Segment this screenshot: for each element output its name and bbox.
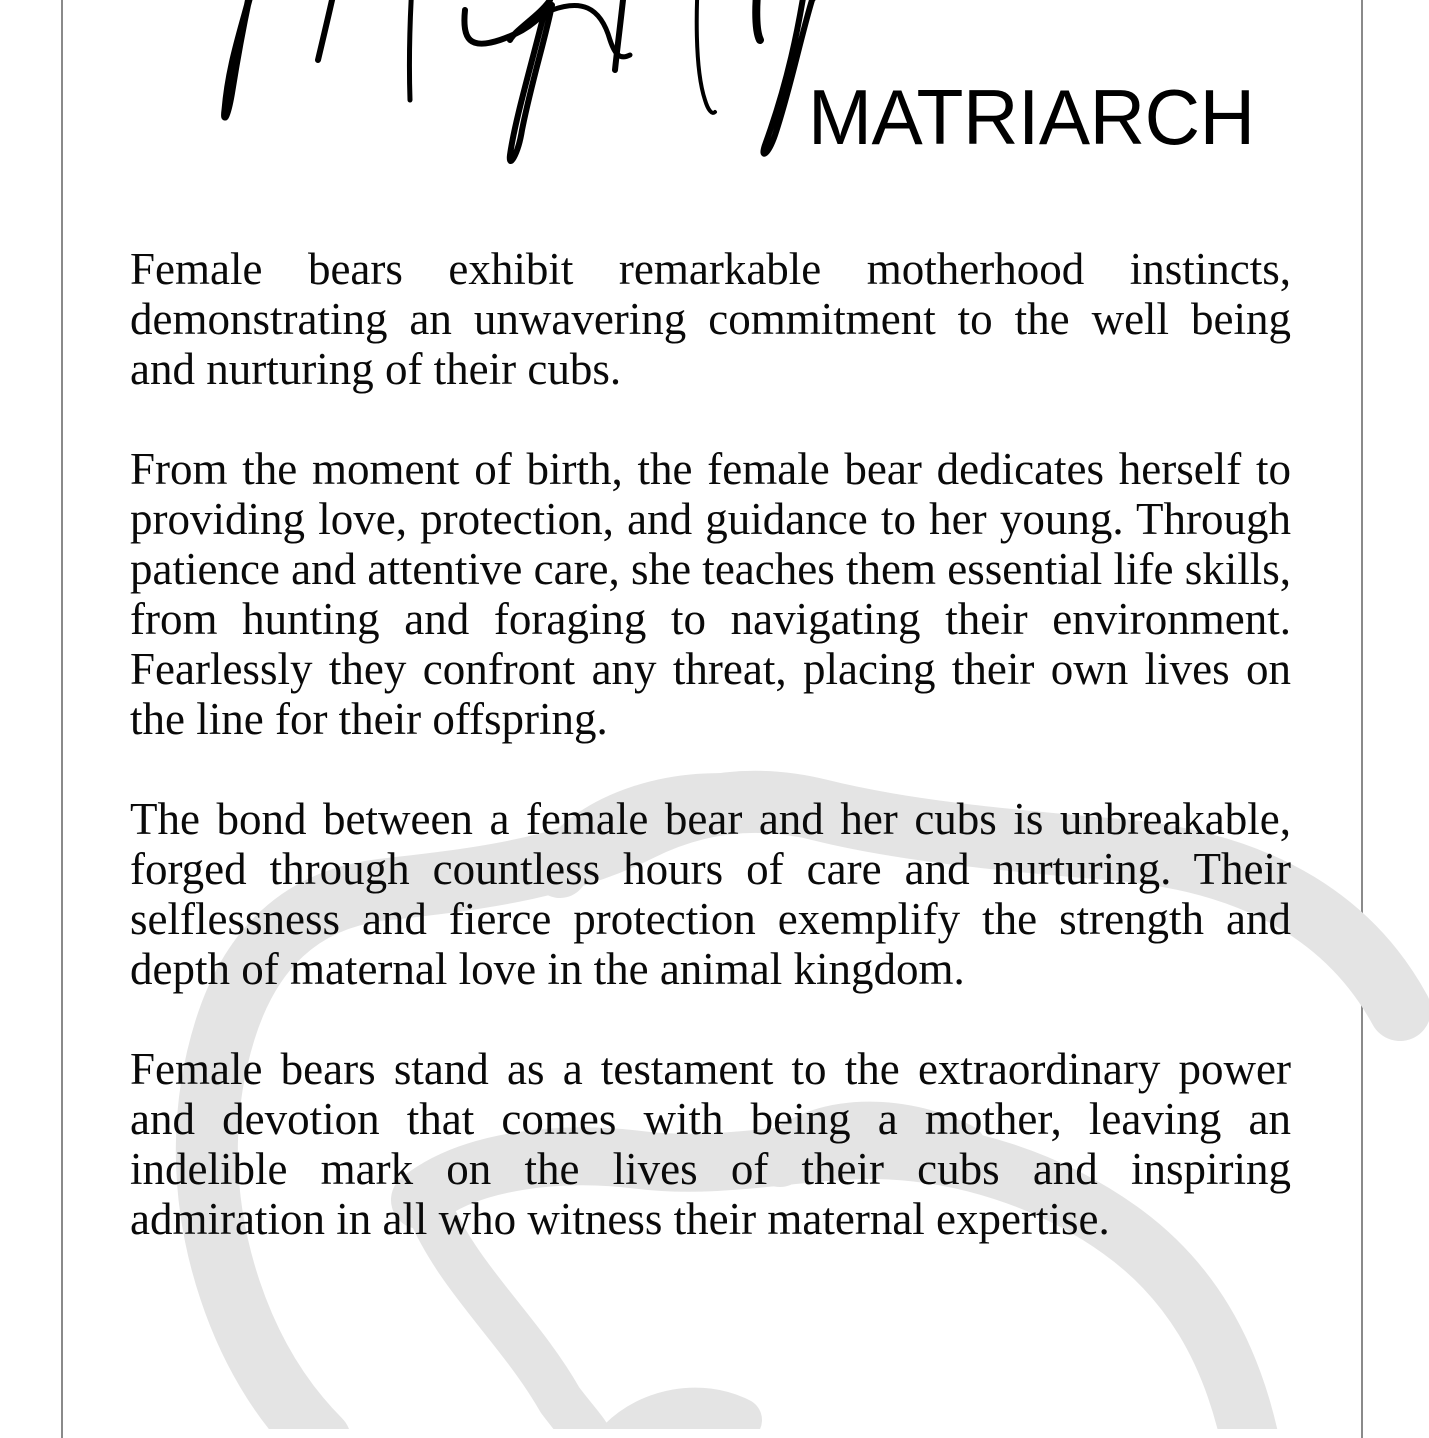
matriarch-heading: MATRIARCH [808, 73, 1255, 161]
paragraph-birth: From the moment of birth, the female bear dedicates herself to providing love, protection, and guidance to her young. Through patience and attentive care, she teaches them essential life skills, from hunting and foraging to navigating their environment. Fearlessly they confront any threat, placing their own lives on the line for their offspring. [130, 444, 1291, 744]
paragraph-intro: Female bears exhibit remarkable motherhood instincts, demonstrating an unwavering commitment to the well being and nurturing of their cubs. [130, 244, 1291, 394]
paragraph-bond: The bond between a female bear and her cubs is unbreakable, forged through countless hours of care and nurturing. Their selflessness and fierce protection exemplify the strength and depth of maternal love in the animal kingdom. [130, 794, 1291, 994]
body-text [130, 244, 1291, 1244]
paragraph-testament: Female bears stand as a testament to the extraordinary power and devotion that comes with being a mother, leaving an indelible mark on the lives of their cubs and inspiring admiration in all who witness their maternal expertise. [130, 1044, 1291, 1244]
